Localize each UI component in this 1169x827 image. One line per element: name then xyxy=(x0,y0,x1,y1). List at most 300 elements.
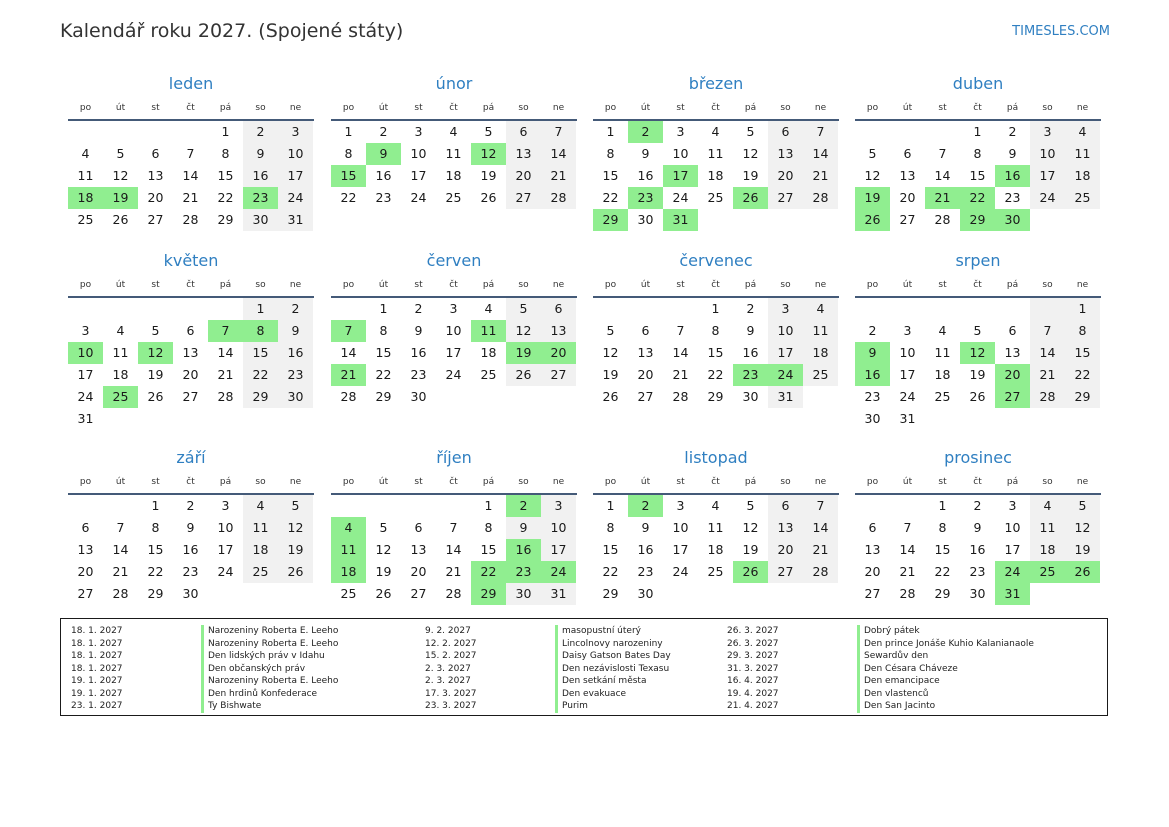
weekday-label: po xyxy=(79,477,92,487)
day-cell: 21 xyxy=(541,165,576,187)
week-row xyxy=(593,386,839,408)
week-row xyxy=(593,209,839,231)
day-cell: 11 xyxy=(112,345,129,360)
day-cell: 6 xyxy=(768,121,803,143)
day-cell: 3 xyxy=(1008,498,1017,513)
month-name: srpen xyxy=(955,251,1001,270)
day-cell: 13 xyxy=(541,320,576,342)
weekday-label: st xyxy=(676,103,685,113)
day-cell: 2 xyxy=(379,124,388,139)
day-cell: 9 xyxy=(278,320,313,342)
day-cell: 25 xyxy=(445,190,462,205)
day-cell: 15 xyxy=(602,542,619,557)
holiday-name: Daisy Gatson Bates Day xyxy=(555,650,671,663)
day-cell: 31 xyxy=(899,411,916,426)
day-cell: 27 xyxy=(768,187,803,209)
day-cell: 28 xyxy=(934,212,951,227)
day-cell: 20 xyxy=(147,190,164,205)
weekday-label: út xyxy=(640,280,651,290)
holiday-date: 21. 4. 2027 xyxy=(727,701,779,711)
empty-cell xyxy=(173,121,208,143)
holiday-date: 26. 3. 2027 xyxy=(727,626,779,636)
weekday-header xyxy=(331,469,577,495)
day-cell: 5 xyxy=(484,124,493,139)
day-cell: 3 xyxy=(676,124,685,139)
month-name: duben xyxy=(952,74,1004,93)
weekday-label: so xyxy=(780,280,791,290)
weekday-label: so xyxy=(518,477,529,487)
day-cell: 5 xyxy=(278,495,313,517)
day-cell: 24 xyxy=(217,564,234,579)
day-cell: 15 xyxy=(1065,342,1100,364)
week-row xyxy=(855,517,1101,539)
day-cell: 25 xyxy=(243,561,278,583)
day-cell: 26 xyxy=(506,364,541,386)
weekday-label: po xyxy=(604,280,617,290)
weekday-header xyxy=(855,469,1101,495)
month-6 xyxy=(593,250,839,408)
weekday-label: so xyxy=(518,280,529,290)
day-cell: 17 xyxy=(768,342,803,364)
holiday-name: Den občanských práv xyxy=(201,663,305,676)
day-cell: 9 xyxy=(1008,146,1017,161)
day-cell: 13 xyxy=(864,542,881,557)
day-cell: 28 xyxy=(112,586,129,601)
weekday-label: pá xyxy=(482,477,495,487)
holiday-row xyxy=(415,650,671,663)
holiday-row xyxy=(415,625,671,638)
day-cell: 9 xyxy=(973,520,982,535)
holiday-day: 12 xyxy=(960,342,995,364)
empty-cell xyxy=(768,209,803,231)
holiday-day: 20 xyxy=(995,364,1030,386)
day-cell: 5 xyxy=(1065,495,1100,517)
day-cell: 25 xyxy=(340,586,357,601)
holiday-date: 9. 2. 2027 xyxy=(425,626,471,636)
day-cell: 10 xyxy=(217,520,234,535)
empty-cell xyxy=(68,298,103,320)
day-cell: 27 xyxy=(637,389,654,404)
day-cell: 14 xyxy=(803,517,838,539)
month-8 xyxy=(68,447,314,605)
holiday-day: 21 xyxy=(925,187,960,209)
day-cell: 14 xyxy=(112,542,129,557)
weekday-label: st xyxy=(151,103,160,113)
week-row xyxy=(331,342,577,364)
day-cell: 14 xyxy=(934,168,951,183)
week-row xyxy=(68,121,314,143)
day-cell: 1 xyxy=(243,298,278,320)
day-cell: 16 xyxy=(742,345,759,360)
holiday-row xyxy=(415,663,671,676)
weekday-header xyxy=(855,272,1101,298)
day-cell: 2 xyxy=(414,301,423,316)
day-cell: 5 xyxy=(606,323,615,338)
empty-cell xyxy=(1030,408,1065,430)
week-row xyxy=(331,165,577,187)
day-cell: 29 xyxy=(934,586,951,601)
day-cell: 25 xyxy=(803,364,838,386)
weekday-header xyxy=(68,272,314,298)
day-cell: 9 xyxy=(746,323,755,338)
empty-cell xyxy=(401,495,436,517)
day-cell: 13 xyxy=(637,345,654,360)
empty-cell xyxy=(890,495,925,517)
day-cell: 7 xyxy=(541,121,576,143)
weekday-label: st xyxy=(938,477,947,487)
weekday-label: st xyxy=(414,280,423,290)
holiday-name: Dobrý pátek xyxy=(857,625,920,638)
weekday-label: st xyxy=(938,103,947,113)
day-cell: 15 xyxy=(480,542,497,557)
week-row xyxy=(68,320,314,342)
empty-cell xyxy=(278,408,313,430)
holiday-day: 30 xyxy=(995,209,1030,231)
week-row xyxy=(593,539,839,561)
day-cell: 24 xyxy=(278,187,313,209)
holiday-name: Lincolnovy narozeniny xyxy=(555,638,663,651)
day-cell: 31 xyxy=(541,583,576,605)
day-cell: 30 xyxy=(410,389,427,404)
day-cell: 28 xyxy=(182,212,199,227)
holiday-day: 26 xyxy=(733,561,768,583)
day-cell: 28 xyxy=(1030,386,1065,408)
week-row xyxy=(855,495,1101,517)
day-cell: 4 xyxy=(711,498,720,513)
day-cell: 20 xyxy=(182,367,199,382)
holiday-date: 19. 4. 2027 xyxy=(727,688,779,699)
week-row xyxy=(593,187,839,209)
day-cell: 5 xyxy=(506,298,541,320)
month-4 xyxy=(68,250,314,430)
week-row xyxy=(68,165,314,187)
weekday-label: čt xyxy=(186,280,195,290)
week-row xyxy=(68,517,314,539)
day-cell: 28 xyxy=(899,586,916,601)
weekday-header xyxy=(855,95,1101,121)
week-row xyxy=(855,320,1101,342)
holiday-day: 31 xyxy=(663,209,698,231)
day-cell: 23 xyxy=(278,364,313,386)
day-cell: 3 xyxy=(541,495,576,517)
day-cell: 16 xyxy=(182,542,199,557)
day-cell: 15 xyxy=(602,168,619,183)
week-row xyxy=(331,298,577,320)
holiday-row xyxy=(717,700,1034,713)
week-row xyxy=(331,517,577,539)
day-cell: 18 xyxy=(112,367,129,382)
day-cell: 10 xyxy=(1030,143,1065,165)
day-cell: 3 xyxy=(221,498,230,513)
day-cell: 20 xyxy=(899,190,916,205)
week-row xyxy=(855,539,1101,561)
day-cell: 6 xyxy=(641,323,650,338)
empty-cell xyxy=(366,495,401,517)
day-cell: 13 xyxy=(1004,345,1021,360)
empty-cell xyxy=(68,495,103,517)
day-cell: 4 xyxy=(1065,121,1100,143)
holiday-date: 18. 1. 2027 xyxy=(71,651,123,661)
empty-cell xyxy=(436,386,471,408)
week-row xyxy=(331,121,577,143)
day-cell: 9 xyxy=(641,146,650,161)
empty-cell xyxy=(855,298,890,320)
day-cell: 29 xyxy=(147,586,164,601)
day-cell: 12 xyxy=(742,520,759,535)
day-cell: 18 xyxy=(243,539,278,561)
holiday-date: 17. 3. 2027 xyxy=(425,688,477,699)
holiday-row xyxy=(61,625,338,638)
day-cell: 28 xyxy=(217,389,234,404)
day-cell: 22 xyxy=(243,364,278,386)
weekday-label: út xyxy=(115,103,126,113)
holiday-day: 29 xyxy=(960,209,995,231)
day-cell: 26 xyxy=(112,212,129,227)
day-cell: 30 xyxy=(182,586,199,601)
day-cell: 23 xyxy=(182,564,199,579)
holiday-row xyxy=(415,700,671,713)
brand-link[interactable]: TIMESLES.COM xyxy=(1012,24,1110,39)
day-cell: 22 xyxy=(602,190,619,205)
holiday-row xyxy=(717,675,1034,688)
holiday-row xyxy=(717,650,1034,663)
weekday-label: čt xyxy=(711,103,720,113)
day-cell: 10 xyxy=(1004,520,1021,535)
empty-cell xyxy=(995,298,1030,320)
week-row xyxy=(68,583,314,605)
weekday-label: st xyxy=(938,280,947,290)
day-cell: 16 xyxy=(243,165,278,187)
empty-cell xyxy=(733,583,768,605)
week-row xyxy=(593,165,839,187)
day-cell: 22 xyxy=(217,190,234,205)
holiday-column xyxy=(415,625,671,713)
day-cell: 11 xyxy=(1030,517,1065,539)
week-row xyxy=(855,561,1101,583)
day-cell: 18 xyxy=(445,168,462,183)
holiday-row xyxy=(415,638,671,651)
weekday-label: út xyxy=(115,280,126,290)
day-cell: 13 xyxy=(182,345,199,360)
weekday-label: so xyxy=(255,280,266,290)
day-cell: 27 xyxy=(506,187,541,209)
day-cell: 15 xyxy=(243,342,278,364)
week-row xyxy=(331,583,577,605)
day-cell: 16 xyxy=(410,345,427,360)
week-row xyxy=(68,209,314,231)
day-cell: 30 xyxy=(278,386,313,408)
week-row xyxy=(593,517,839,539)
holiday-date: 18. 1. 2027 xyxy=(71,626,123,636)
holiday-name: Den setkání města xyxy=(555,675,646,688)
day-cell: 19 xyxy=(1065,539,1100,561)
empty-cell xyxy=(925,298,960,320)
day-cell: 4 xyxy=(1030,495,1065,517)
holiday-day: 15 xyxy=(331,165,366,187)
day-cell: 13 xyxy=(147,168,164,183)
empty-cell xyxy=(803,209,838,231)
month-2 xyxy=(593,73,839,231)
month-name: prosinec xyxy=(944,448,1012,467)
day-cell: 28 xyxy=(541,187,576,209)
day-cell: 2 xyxy=(1008,124,1017,139)
day-cell: 10 xyxy=(768,320,803,342)
day-cell: 17 xyxy=(1030,165,1065,187)
holiday-name: masopustní úterý xyxy=(555,625,641,638)
weekday-label: po xyxy=(342,103,355,113)
holiday-day: 7 xyxy=(208,320,243,342)
day-cell: 5 xyxy=(379,520,388,535)
week-row xyxy=(593,298,839,320)
day-cell: 21 xyxy=(182,190,199,205)
day-cell: 17 xyxy=(77,367,94,382)
empty-cell xyxy=(208,583,243,605)
day-cell: 10 xyxy=(672,520,689,535)
weekday-label: st xyxy=(151,477,160,487)
week-row xyxy=(855,143,1101,165)
holiday-day: 9 xyxy=(366,143,401,165)
empty-cell xyxy=(768,583,803,605)
holiday-name: Den San Jacinto xyxy=(857,700,935,713)
day-cell: 19 xyxy=(742,542,759,557)
day-cell: 27 xyxy=(899,212,916,227)
weekday-label: pá xyxy=(744,103,757,113)
day-cell: 24 xyxy=(1030,187,1065,209)
day-cell: 6 xyxy=(414,520,423,535)
day-cell: 31 xyxy=(278,209,313,231)
day-cell: 8 xyxy=(938,520,947,535)
day-cell: 27 xyxy=(182,389,199,404)
day-cell: 13 xyxy=(410,542,427,557)
holiday-name: Sewardův den xyxy=(857,650,928,663)
week-row xyxy=(855,298,1101,320)
holiday-day: 22 xyxy=(471,561,506,583)
month-0 xyxy=(68,73,314,231)
day-cell: 8 xyxy=(606,146,615,161)
empty-cell xyxy=(138,298,173,320)
day-cell: 17 xyxy=(672,542,689,557)
day-cell: 9 xyxy=(414,323,423,338)
day-cell: 17 xyxy=(1004,542,1021,557)
day-cell: 8 xyxy=(344,146,353,161)
day-cell: 4 xyxy=(81,146,90,161)
day-cell: 12 xyxy=(864,168,881,183)
day-cell: 29 xyxy=(1065,386,1100,408)
weekday-label: ne xyxy=(1076,103,1089,113)
day-cell: 27 xyxy=(77,586,94,601)
holiday-row xyxy=(61,688,338,701)
weekday-header xyxy=(593,95,839,121)
day-cell: 11 xyxy=(707,146,724,161)
holiday-date: 19. 1. 2027 xyxy=(71,688,123,699)
day-cell: 13 xyxy=(768,517,803,539)
day-cell: 14 xyxy=(899,542,916,557)
week-row xyxy=(331,561,577,583)
holiday-day: 10 xyxy=(68,342,103,364)
week-row xyxy=(593,495,839,517)
day-cell: 12 xyxy=(602,345,619,360)
day-cell: 13 xyxy=(899,168,916,183)
day-cell: 1 xyxy=(711,301,720,316)
holiday-date: 2. 3. 2027 xyxy=(425,663,471,674)
day-cell: 24 xyxy=(77,389,94,404)
weekday-label: po xyxy=(342,280,355,290)
day-cell: 17 xyxy=(445,345,462,360)
day-cell: 1 xyxy=(379,301,388,316)
day-cell: 20 xyxy=(637,367,654,382)
day-cell: 30 xyxy=(864,411,881,426)
day-cell: 4 xyxy=(803,298,838,320)
month-11 xyxy=(855,447,1101,605)
holiday-day: 18 xyxy=(68,187,103,209)
day-cell: 21 xyxy=(803,165,838,187)
empty-cell xyxy=(331,298,366,320)
empty-cell xyxy=(733,209,768,231)
weekday-label: ne xyxy=(289,280,302,290)
weekday-label: so xyxy=(255,477,266,487)
week-row xyxy=(331,539,577,561)
day-cell: 5 xyxy=(973,323,982,338)
day-cell: 3 xyxy=(81,323,90,338)
day-cell: 9 xyxy=(641,520,650,535)
day-cell: 11 xyxy=(77,168,94,183)
day-cell: 6 xyxy=(903,146,912,161)
holiday-date: 29. 3. 2027 xyxy=(727,651,779,661)
holiday-row xyxy=(61,675,338,688)
day-cell: 3 xyxy=(414,124,423,139)
week-row xyxy=(855,209,1101,231)
day-cell: 29 xyxy=(375,389,392,404)
empty-cell xyxy=(663,298,698,320)
holiday-day: 25 xyxy=(103,386,138,408)
empty-cell xyxy=(173,298,208,320)
empty-cell xyxy=(890,121,925,143)
day-cell: 5 xyxy=(746,124,755,139)
month-10 xyxy=(593,447,839,605)
holiday-date: 16. 4. 2027 xyxy=(727,676,779,686)
week-row xyxy=(68,143,314,165)
holiday-row xyxy=(717,625,1034,638)
empty-cell xyxy=(960,298,995,320)
day-cell: 11 xyxy=(1065,143,1100,165)
empty-cell xyxy=(803,583,838,605)
holiday-column xyxy=(717,625,1034,713)
day-cell: 8 xyxy=(711,323,720,338)
weekday-label: po xyxy=(866,477,879,487)
week-row xyxy=(331,386,577,408)
day-cell: 24 xyxy=(445,367,462,382)
empty-cell xyxy=(103,121,138,143)
weekday-label: út xyxy=(902,280,913,290)
holiday-row xyxy=(61,700,338,713)
weekday-label: ne xyxy=(552,477,565,487)
day-cell: 4 xyxy=(449,124,458,139)
day-cell: 20 xyxy=(410,564,427,579)
day-cell: 15 xyxy=(217,168,234,183)
holiday-day: 12 xyxy=(138,342,173,364)
empty-cell xyxy=(1065,408,1100,430)
day-cell: 10 xyxy=(278,143,313,165)
weekday-label: čt xyxy=(186,477,195,487)
holiday-day: 24 xyxy=(768,364,803,386)
day-cell: 16 xyxy=(278,342,313,364)
holiday-row xyxy=(415,675,671,688)
holiday-row xyxy=(717,688,1034,701)
day-cell: 21 xyxy=(445,564,462,579)
holiday-day: 2 xyxy=(628,121,663,143)
day-cell: 2 xyxy=(868,323,877,338)
day-cell: 19 xyxy=(278,539,313,561)
